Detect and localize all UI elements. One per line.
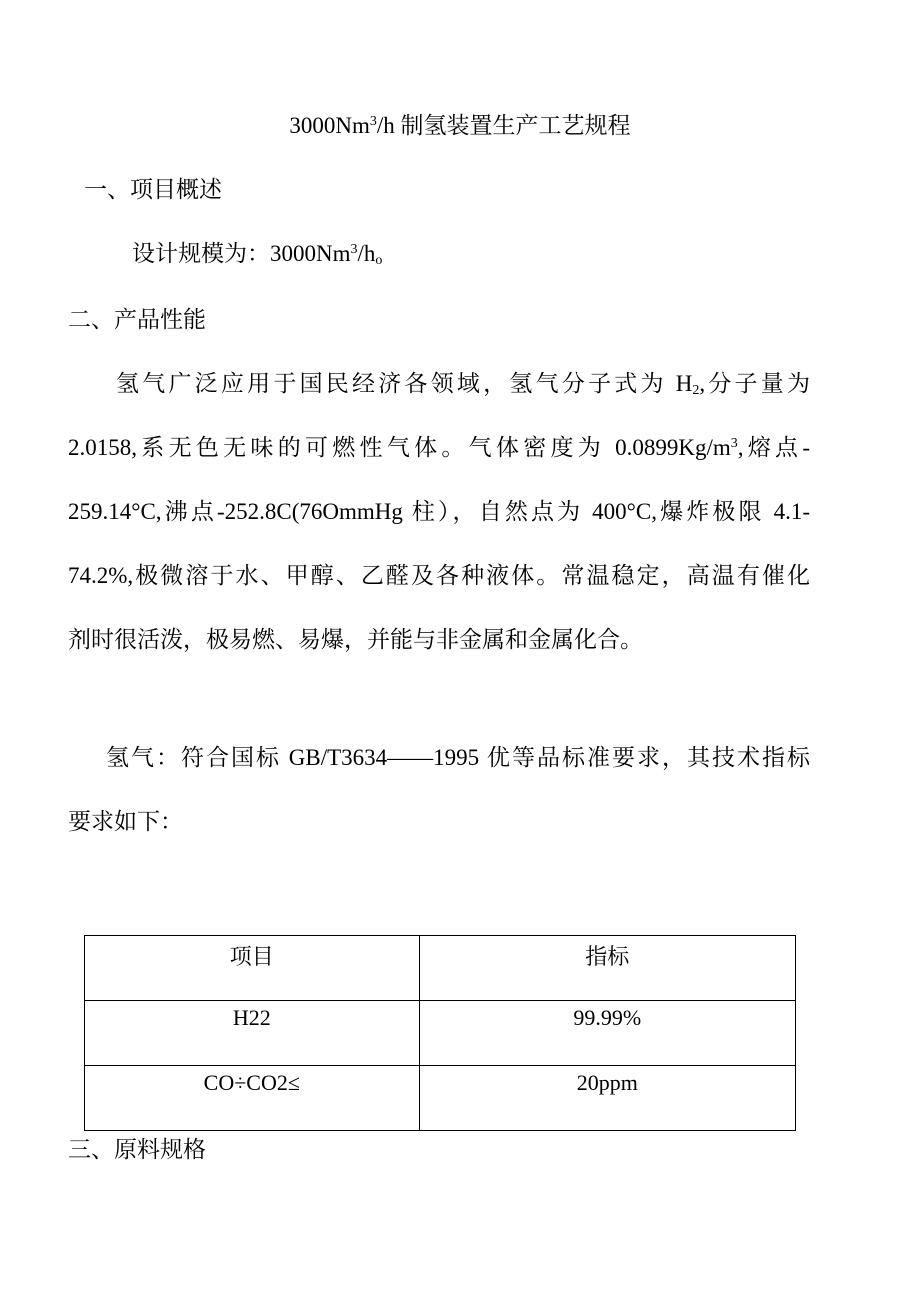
para1-line5: 剂时很活泼，极易燃、易爆，并能与非金属和金属化合。 <box>68 627 643 652</box>
para1-line3: 259.14°C,沸点-252.8C(76OmmHg 柱），自然点为 400°C,爆炸极限 4.1- <box>68 499 810 524</box>
table-cell: 20ppm <box>419 1066 795 1131</box>
table-cell: 99.99% <box>419 1001 795 1066</box>
para1-line1-a: 氢气广泛应用于国民经济各领域，氢气分子式为 H <box>116 371 693 396</box>
table-header-row <box>85 936 796 1001</box>
para1-line2-sup: 3 <box>730 436 738 451</box>
section1-heading: 一、项目概述 <box>84 177 222 202</box>
para1-line1-sub: 2 <box>692 383 700 398</box>
para1-line2-a: 2.0158,系无色无味的可燃性气体。气体密度为 0.0899Kg/m <box>68 435 731 460</box>
document-title <box>0 114 920 137</box>
para2-line2: 要求如下： <box>68 809 183 834</box>
para1-line1-b: ,分子量为 <box>699 371 810 396</box>
table-cell: CO÷CO2≤ <box>85 1066 420 1131</box>
para1-line1 <box>116 372 810 398</box>
title-prefix: 3000Nm <box>289 113 370 138</box>
scale-suffix: /h <box>357 241 376 266</box>
table-cell: H22 <box>85 1001 420 1066</box>
scale-label: 设计规模为：3000Nm <box>132 241 351 266</box>
section3-heading: 三、原料规格 <box>68 1137 206 1162</box>
table-row <box>85 1066 796 1131</box>
title-superscript: 3 <box>369 114 377 129</box>
spec-table <box>84 935 796 1131</box>
title-suffix: /h 制氢装置生产工艺规程 <box>376 113 631 138</box>
scale-end: o <box>375 253 383 268</box>
scale-superscript: 3 <box>350 242 358 257</box>
para2-line1: 氢气：符合国标 GB/T3634——1995 优等品标准要求，其技术指标 <box>106 745 810 770</box>
para1-line4: 74.2%,极微溶于水、甲醇、乙醛及各种液体。常温稳定，高温有催化 <box>68 563 810 588</box>
header-cell-index: 指标 <box>419 936 795 1001</box>
section2-heading: 二、产品性能 <box>68 307 206 332</box>
para1-line2-b: ,熔点- <box>737 435 810 460</box>
design-scale-line <box>132 242 382 268</box>
header-cell-item: 项目 <box>85 936 420 1001</box>
table-row <box>85 1001 796 1066</box>
para1-line2 <box>68 436 810 459</box>
